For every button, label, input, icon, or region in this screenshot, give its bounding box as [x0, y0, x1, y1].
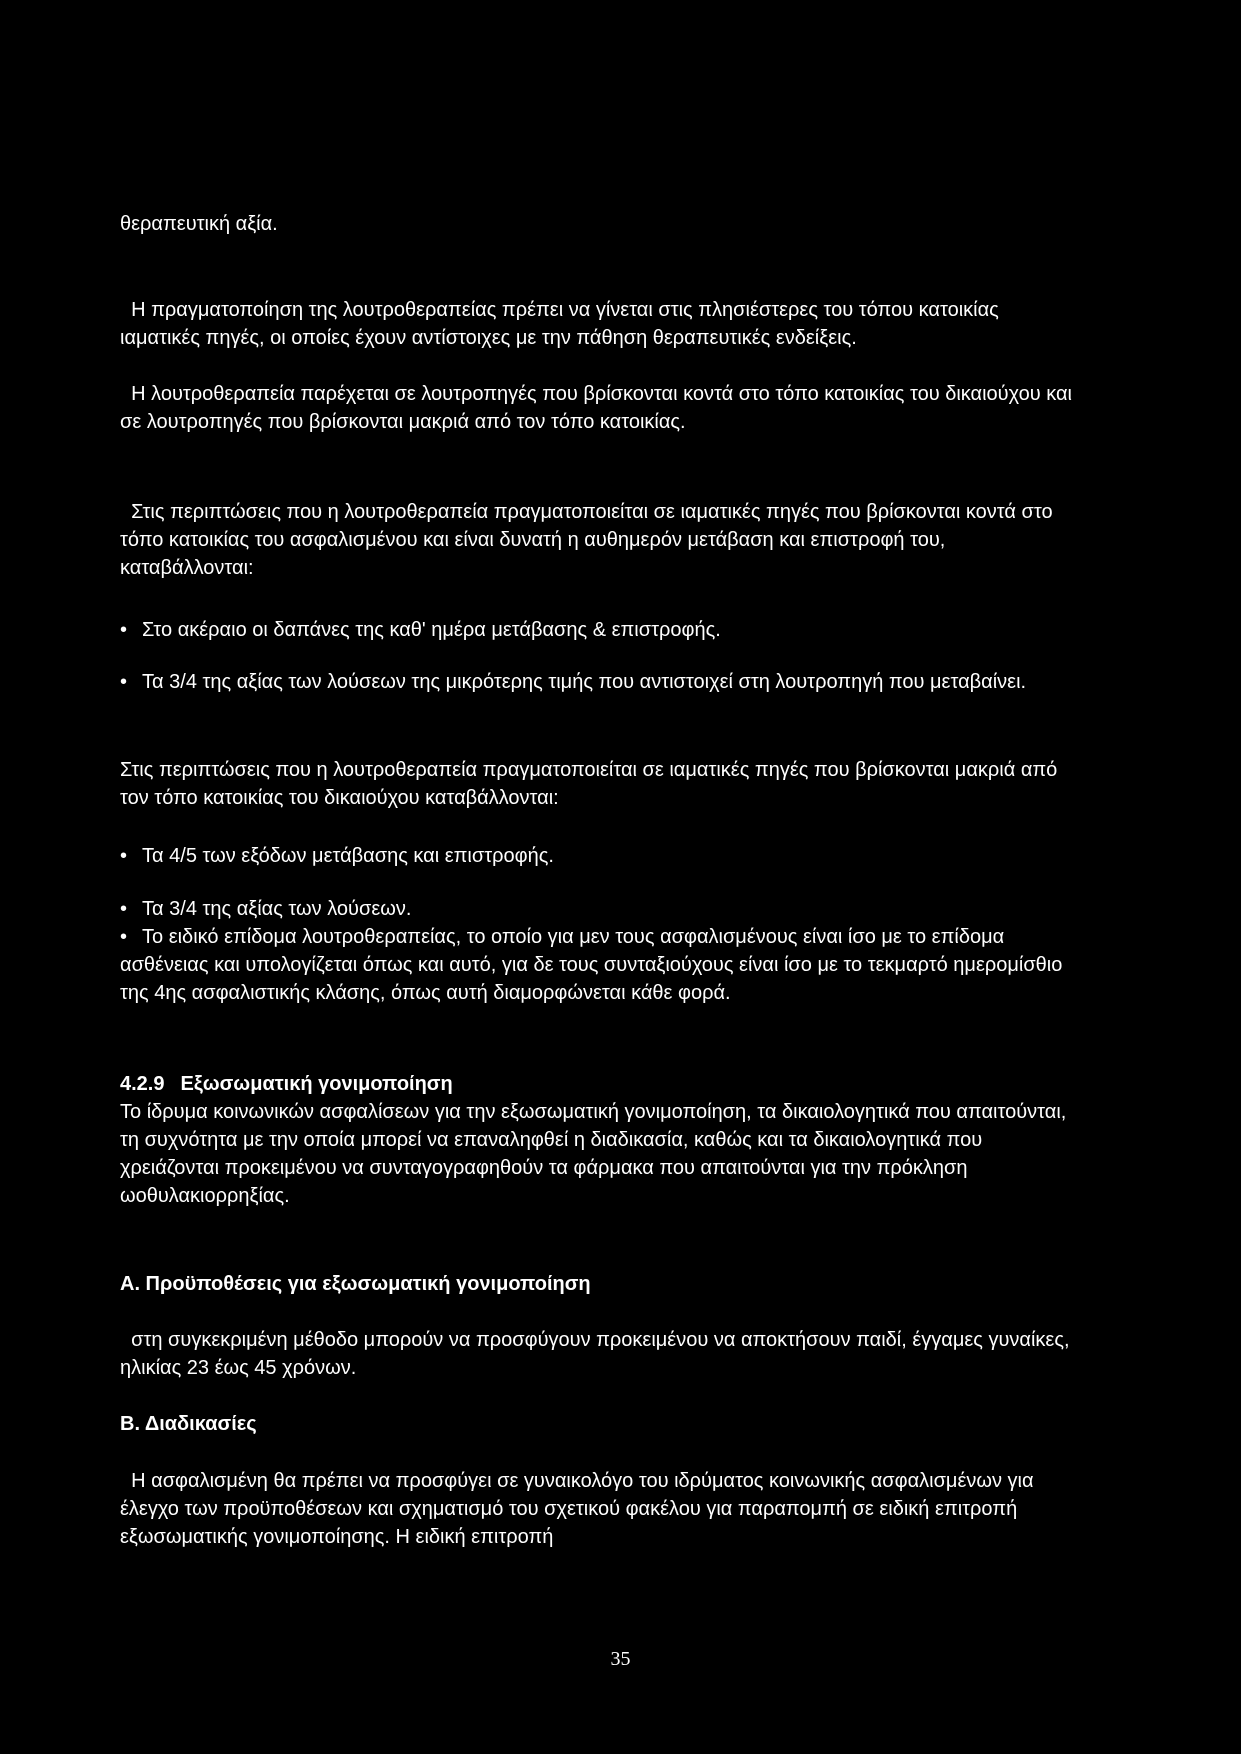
list-item [120, 616, 1080, 644]
list-item [120, 923, 1080, 1007]
list-item-text: Τα 3/4 της αξίας των λούσεων. [142, 898, 412, 920]
paragraph-ivf-intro: Το ίδρυμα κοινωνικών ασφαλίσεων για την εξωσωματική γονιμοποίηση, τα δικαιολογητικά που απαιτούνται, τη συχνότητα με την οποία μπορεί να επαναληφθεί η διαδικασία, καθώς και τα δικαιολογητικά που χρειάζονται προκειμένου να συνταγογραφηθούν τα φάρμακα που απαιτούνται για την πρόκληση ωοθυλακιορρηξίας. [120, 1101, 1067, 1207]
list-item-text: Στο ακέραιο οι δαπάνες της καθ' ημέρα μετάβασης & επιστροφής. [142, 619, 721, 641]
list-item [120, 895, 1080, 923]
section-title: Εξωσωματική γονιμοποίηση [180, 1073, 453, 1095]
paragraph-therapeutic-value: θεραπευτική αξία. [120, 213, 278, 235]
page-number: 35 [610, 1648, 631, 1670]
bullet-glyph: • [120, 845, 128, 867]
paragraph-distant-springs-cases: Στις περιπτώσεις που η λουτροθεραπεία πραγματοποιείται σε ιαματικές πηγές που βρίσκονται μακριά από τον τόπο κατοικίας του δικαιούχου καταβάλλονται: [120, 759, 1058, 809]
subsection-heading-prerequisites: Α. Προϋποθέσεις για εξωσωματική γονιμοποίηση [120, 1273, 591, 1295]
paragraph-nearest-springs: Η πραγματοποίηση της λουτροθεραπείας πρέπει να γίνεται στις πλησιέστερες του τόπου κατοικίας ιαματικές πηγές, οι οποίες έχουν αντίστοιχες με την πάθηση θεραπευτικές ενδείξεις. [120, 299, 1005, 349]
list-item-text: Τα 3/4 της αξίας των λούσεων της μικρότερης τιμής που αντιστοιχεί στη λουτροπηγή που μεταβαίνει. [142, 671, 1027, 693]
section-number: 4.2.9 [120, 1073, 165, 1095]
list-item-text: Το ειδικό επίδομα λουτροθεραπείας, το οποίο για μεν τους ασφαλισμένους είναι ίσο με το επίδομα ασθένειας και υπολογίζεται όπως και αυτό, για δε τους συνταξιούχους είναι ίσο με το τεκμαρτό ημερομίσθιο της 4ης ασφαλιστικής κλάσης, όπως αυτή διαμορφώνεται κάθε φορά. [120, 926, 1063, 1004]
paragraph-eligibility: στη συγκεκριμένη μέθοδο μπορούν να προσφύγουν προκειμένου να αποκτήσουν παιδί, έγγαμες γυναίκες, ηλικίας 23 έως 45 χρόνων. [120, 1329, 1076, 1379]
section-heading [120, 1070, 1080, 1098]
list-item [120, 842, 1080, 870]
bullet-glyph: • [120, 926, 128, 948]
paragraph-springs-location: Η λουτροθεραπεία παρέχεται σε λουτροπηγές που βρίσκονται κοντά στο τόπο κατοικίας του δικαιούχου και σε λουτροπηγές που βρίσκονται μακριά από τον τόπο κατοικίας. [120, 383, 1078, 433]
bullet-glyph: • [120, 671, 128, 693]
paragraph-procedure: Η ασφαλισμένη θα πρέπει να προσφύγει σε γυναικολόγο του ιδρύματος κοινωνικής ασφαλισμένων για έλεγχο των προϋποθέσεων και σχηματισμό του σχετικού φακέλου για παραπομπή σε ειδική επιτροπή εξωσωματικής γονιμοποίησης. Η ειδική επιτροπή [120, 1470, 1040, 1548]
list-item-text: Τα 4/5 των εξόδων μετάβασης και επιστροφής. [142, 845, 554, 867]
list-item [120, 668, 1080, 696]
bullet-glyph: • [120, 898, 128, 920]
bullet-glyph: • [120, 619, 128, 641]
subsection-heading-procedures: Β. Διαδικασίες [120, 1413, 257, 1435]
paragraph-nearby-springs-cases: Στις περιπτώσεις που η λουτροθεραπεία πραγματοποιείται σε ιαματικές πηγές που βρίσκονται κοντά στο τόπο κατοικίας του ασφαλισμένου και είναι δυνατή η αυθημερόν μετάβαση και επιστροφή του, καταβάλλονται: [120, 501, 1059, 579]
